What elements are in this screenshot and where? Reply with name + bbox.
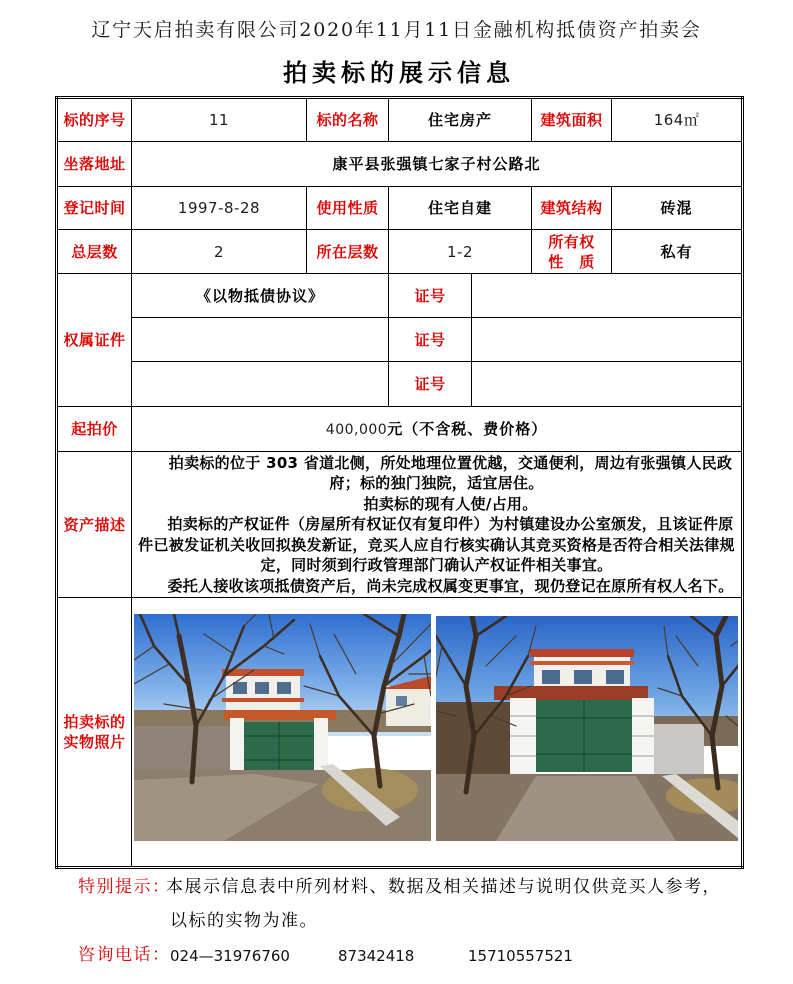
cert-no-value xyxy=(472,362,743,407)
row-photos xyxy=(57,598,743,868)
location-label: 坐落地址 xyxy=(57,142,132,187)
organizer-title: 辽宁天启拍卖有限公司2020年11月11日金融机构抵债资产拍卖会 xyxy=(91,19,702,41)
property-photo-1 xyxy=(134,614,431,841)
phone-number: 87342418 xyxy=(338,947,415,965)
neighbor-house-window xyxy=(396,696,407,706)
row-description xyxy=(57,452,743,598)
starting-price-value xyxy=(132,407,743,452)
starting-price-label: 起拍价 xyxy=(57,407,132,452)
property-photo-2 xyxy=(436,616,738,841)
row-location xyxy=(57,142,743,187)
description-text xyxy=(132,452,743,598)
gate-pillar xyxy=(632,698,654,776)
lot-no-label: 标的序号 xyxy=(57,98,132,142)
photos-label-line2: 实物照片 xyxy=(63,733,126,751)
cert-no-label: 证号 xyxy=(389,362,472,407)
row-title-doc-1 xyxy=(57,274,743,318)
reg-date-value: 1997-8-28 xyxy=(132,187,307,230)
house-window xyxy=(542,670,560,684)
gate xyxy=(224,710,336,774)
side-wall xyxy=(652,724,704,776)
cert-no-label: 证号 xyxy=(389,318,472,362)
lot-name-label: 标的名称 xyxy=(307,98,389,142)
floor-located-label: 所在层数 xyxy=(307,230,389,274)
title-doc-name xyxy=(132,318,389,362)
row-title-doc-2 xyxy=(57,318,743,362)
lot-no-value: 11 xyxy=(132,98,307,142)
title-docs-label: 权属证件 xyxy=(57,274,132,407)
reg-date-label: 登记时间 xyxy=(57,187,132,230)
description-paragraph: 拍卖标的位于 303 省道北侧，所处地理位置优越，交通便利，周边有张强镇人民政府；标的独门独院，适宜居住。 xyxy=(168,453,733,493)
structure-label: 建筑结构 xyxy=(532,187,612,230)
lot-info-table xyxy=(55,96,744,869)
starting-price-amount: 400,000 xyxy=(325,421,388,438)
floor-area-label: 建筑面积 xyxy=(532,98,612,142)
floor-located-value: 1-2 xyxy=(389,230,532,274)
ownership-nature-label-line1: 所有权 xyxy=(548,232,595,251)
description-paragraph: 拍卖标的现有人使/占用。 xyxy=(363,494,538,513)
starting-price-note: 元（不含税、费价格） xyxy=(387,419,548,438)
house-band xyxy=(530,661,634,665)
house-window xyxy=(233,682,247,694)
title-doc-name xyxy=(132,362,389,407)
phone-number: 15710557521 xyxy=(468,947,573,965)
ownership-nature-value: 私有 xyxy=(612,230,743,274)
house xyxy=(530,649,634,690)
usage-label: 使用性质 xyxy=(307,187,389,230)
gate-canopy xyxy=(494,686,648,700)
notice-label: 特别提示： xyxy=(78,877,171,897)
phone-label: 咨询电话： xyxy=(78,945,171,965)
photos-label xyxy=(57,598,132,868)
photos-cell xyxy=(132,598,743,868)
total-floors-value: 2 xyxy=(132,230,307,274)
house-eave xyxy=(222,698,304,702)
cert-no-value xyxy=(472,318,743,362)
description-label: 资产描述 xyxy=(57,452,132,598)
title-doc-name: 《以物抵债协议》 xyxy=(132,274,389,318)
house-window xyxy=(606,670,624,684)
ownership-nature-label-line2: 性 质 xyxy=(548,252,595,271)
photos-label-line1: 拍卖标的 xyxy=(63,713,126,731)
house xyxy=(222,669,304,714)
house-window xyxy=(255,682,269,694)
phone-number: 024—31976760 xyxy=(170,947,290,965)
floor-area-value: 164㎡ xyxy=(612,98,743,142)
notice-line-1: 本展示信息表中所列材料、数据及相关描述与说明仅供竞买人参考， xyxy=(166,877,721,897)
row-floors xyxy=(57,230,743,274)
house-roof xyxy=(530,649,634,657)
house-roof xyxy=(222,669,304,676)
gate-pillar xyxy=(230,718,244,774)
notice-line-2: 以标的实物为准。 xyxy=(170,911,318,931)
lot-name-value: 住宅房产 xyxy=(389,98,532,142)
row-starting-price xyxy=(57,407,743,452)
description-paragraph: 拍卖标的产权证件（房屋所有权证仅有复印件）为村镇建设办公室颁发，且该证件原件已被发证机关收回拟换发新证，竞买人应自行核实确认其竞买资格是否符合相关法律规定，同时须到行政管理部门确认产权证件相关事宜。 xyxy=(138,515,735,575)
gate-pillar xyxy=(510,698,536,776)
row-lot-basic xyxy=(57,98,743,142)
photo-gallery xyxy=(134,614,741,841)
ownership-nature-label xyxy=(532,230,612,274)
gate xyxy=(494,686,654,776)
house-window xyxy=(574,670,592,684)
row-title-doc-3 xyxy=(57,362,743,407)
location-value: 康平县张强镇七家子村公路北 xyxy=(132,142,743,187)
description-paragraph: 委托人接收该项抵债资产后，尚未完成权属变更事宜，现仍登记在原所有权人名下。 xyxy=(167,576,734,595)
yard-wall xyxy=(134,726,230,770)
total-floors-label: 总层数 xyxy=(57,230,132,274)
structure-value: 砖混 xyxy=(612,187,743,230)
cert-no-label: 证号 xyxy=(389,274,472,318)
row-registration xyxy=(57,187,743,230)
cert-no-value xyxy=(472,274,743,318)
usage-value: 住宅自建 xyxy=(389,187,532,230)
house-window xyxy=(277,682,291,694)
page-title: 拍卖标的展示信息 xyxy=(283,59,515,87)
